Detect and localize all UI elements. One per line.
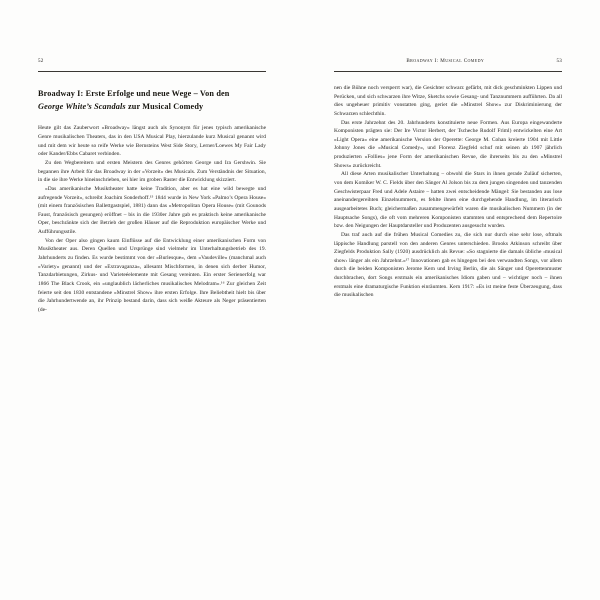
- paragraph: nen die Bühne noch versperrt war), die Gesichter schwarz gefärbt, mit dick geschminkten Lippen und Perücken, und sich schwarzen ihre Witze, Sketchs sowie Gesang- und Tanznummern aufführten. Da all dies ungeheuer primitiv vonstatten ging, geriet die »Minstrel Show« zur Diskriminierung der Schwarzen schlechthin.: [334, 85, 562, 117]
- right-running-head: [334, 58, 562, 68]
- left-text-column: [38, 88, 266, 315]
- two-page-spread: [0, 58, 600, 548]
- right-text-column: [334, 84, 562, 300]
- right-page: [300, 58, 600, 548]
- left-header-rule: [38, 71, 266, 72]
- chapter-title-line-2-tail: zur Musical Comedy: [125, 101, 204, 111]
- left-running-head: [38, 58, 266, 68]
- left-folio: 52: [38, 58, 44, 64]
- paragraph: Heute gilt das Zauberwort »Broadway« längst auch als Synonym für jenes typisch amerikanische Genre musikalischen Theaters, das in den USA Musical Play, hierzulande kurz Musical genannt wird und mit dem wir heute so reife Werke wie Bernsteins West Side Story, Lerner/Loewes My Fair Lady oder Kander/Ebbs Cabaret verbinden.: [38, 125, 266, 158]
- paragraph: Das traf auch auf die frühen Musical Comedies zu, die sich nur durch eine sehr lose, oftmals läppische Handlung parstell von den anderen Genres unterschieden. Brooks Atkinson schreibt über Ziegfelds Produktion Sally (1920) ausdrücklich als Revue: »So stagnierte die damals übliche ›musical show‹ länger als ein Jahrzehnt.«¹⁷ Innovationen gab es hingegen bei den verwandten Songs, vor allem durch die beiden Komponisten Jerome Kern und Irving Berlin, die als Sänger und Operettenmuster durchbrachen, dort Songs erstmals ein amerikanisches Idiom gaben und – wichtiger noch – ihnen erstmals eine dramaturgische Funktion einräumten. Kern 1917: »Es ist meine feste Überzeugung, dass die musikalischen: [334, 231, 562, 299]
- paragraph: Zu den Wegbereitern und ersten Meistern des Genres gehörten George und Ira Gershwin. Sie begannen ihre Arbeit für das Broadway in der »Vorzeit« des Musicals. Zum Verständnis der Situation, in die sie ihre Werke hineinschrieben, sei hier im groben Raster die Entwicklung skizziert.: [38, 159, 266, 184]
- right-header-rule: [334, 71, 562, 72]
- chapter-title: [38, 88, 266, 113]
- paragraph: »Das amerikanische Musiktheater hatte keine Tradition, aber es hat eine wild bewegte und aufregende Vorzeit«, schreibt Joachim Sonderhoff.¹⁵ 1844 wurde in New York »Palmo’s Opera House« (mit einem französischen Ballettgastspiel, 1881) dann das »Metropolitan Opera House« (mit Gounods Faust, französisch gesungen) eröffnet – bis in die 1930er Jahre gab es praktisch keine amerikanische Oper, beschränkte sich der Betrieb der großen Häuser auf die Reproduktion europäischer Werke und Aufführungsstile.: [38, 185, 266, 236]
- right-folio: 53: [556, 58, 562, 64]
- chapter-title-line-1: Broadway I: Erste Erfolge und neue Wege – Von den: [38, 89, 230, 98]
- left-page: [0, 58, 300, 548]
- paragraph: Das erste Jahrzehnt des 20. Jahrhunderts konstituierte neue Formen. Aus Europa eingewanderte Komponisten prägten sie: Der Ire Victor Herbert, der Tscheche Rudolf Friml) entwickelten eine Art »Light Opera« eine amerikanische Version der Operette: George M. Cohan kreierte 1904 mit Little Johnny Jones die »Musical Comedy«, und Florenz Ziegfeld schuf mit seinen ab 1907 jährlich produzierten »Follies« jene Form der amerikanischen Revue, die ihrerseits bis zu den »Minstrel Shows« zurückreicht.: [334, 119, 562, 169]
- paragraph: All diese Arten musikalischer Unterhaltung – obwohl die Stars in ihnen gerade Zuläuf sicherten, von dem Komiker W. C. Fields über den Sänger Al Jolson bis zu dem jungen singenden und tanzenden Geschwisterpaar Fred und Adele Astaire – hatten zwei entscheidende Mängel: Sie bestanden aus lose aneinandergereihten Einzelnummern, es fehlte ihnen eine durchgehende Handlung, im literarisch ausgearbeitetes Buch; gleichermaßen zusammengewürfelt waren die musikalischen Nummern (in der Hauptsache Songs), die oft vom mehreren Komponisten stammten und entsprechend dem Repertoire bzw. den Neigungen der Hauptdarsteller und Produzenten ausgesucht wurden.: [334, 171, 562, 230]
- paragraph: Von der Oper also gingen kaum Einflüsse auf die Entwicklung einer amerikanischen Form von Musiktheater aus. Deren Quellen und Ursprünge sind vielmehr im Unterhaltungsbetrieb des 19. Jahrhunderts zu finden. Es wurde bestimmt von der »Burlesque«, dem »Vaudeville« (manchmal auch »Variety« genannt) und der »Extravaganza«, allesamt Mischformen, in denen sich derber Humor, Tanzdarbietungen, Zirkus- und Varieteéelemente mit Gesang vereinten. Ein erster Serienerfolg war 1866 The Black Crook, ein »unglaublich lächerliches musikalisches Melodram«.¹⁶ Zur gleichen Zeit feierte seit den 1830 entstandene »Minstrel Show« ihre ersten Erfolge. Ihre Beliebtheit hielt bis über die Jahrhundertwende an, ihr Prinzip bestand darin, dass sich weiße Akteure als Neger präsentierten (de-: [38, 237, 266, 313]
- chapter-title-italic-part: George White’s Scandals: [38, 101, 126, 111]
- right-running-head-title: Broadway I: Musical Comedy: [406, 58, 485, 64]
